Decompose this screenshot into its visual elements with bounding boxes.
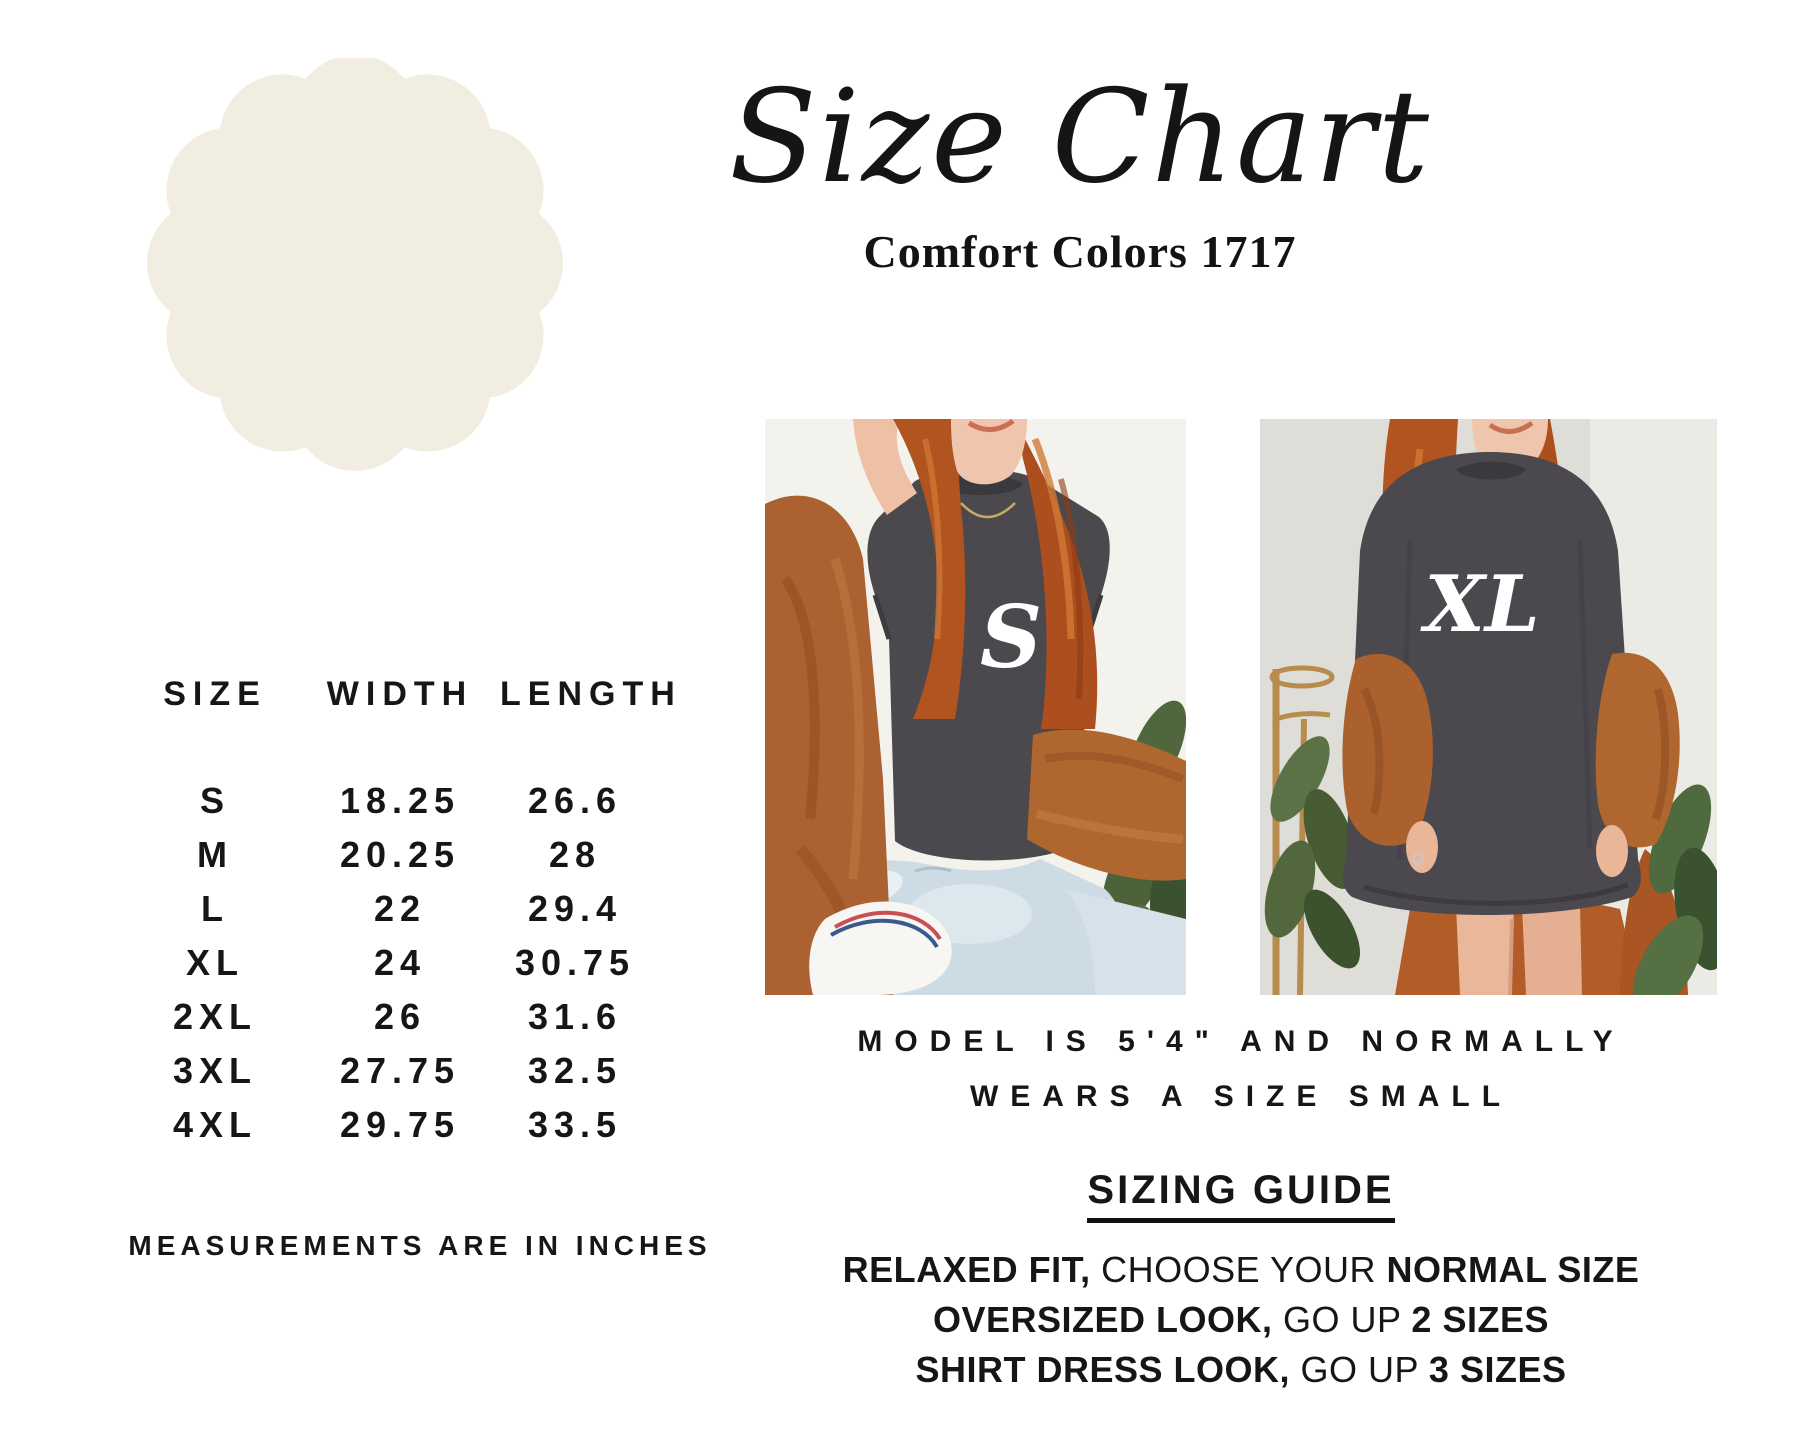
- header: [680, 52, 1480, 277]
- scallop-flower-shape: [140, 58, 570, 473]
- length-cell: 28: [548, 834, 602, 875]
- shirt-size-letter: XL: [1424, 559, 1540, 650]
- model-photo-size-xl: [1260, 419, 1717, 995]
- width-cell: 24: [373, 942, 427, 983]
- sizing-guide-title: SIZING GUIDE: [1087, 1168, 1394, 1223]
- model-photo-xl-illustration: [1260, 419, 1717, 995]
- guide-bold-segment: 3 SIZES: [1428, 1349, 1567, 1390]
- width-cell: 18.25: [339, 780, 461, 821]
- size-cell: 2XL: [172, 996, 258, 1037]
- width-cell: 29.75: [339, 1104, 461, 1145]
- sizing-guide-lines: [765, 1245, 1717, 1395]
- length-cell: 26.6: [527, 780, 623, 821]
- table-row: [130, 774, 650, 828]
- guide-bold-segment: OVERSIZED LOOK,: [933, 1299, 1273, 1340]
- size-cell: 3XL: [172, 1050, 258, 1091]
- table-row: [130, 1044, 650, 1098]
- length-cell: 32.5: [527, 1050, 623, 1091]
- guide-bold-segment: RELAXED FIT,: [842, 1249, 1091, 1290]
- model-photo-s-illustration: [765, 419, 1186, 995]
- width-cell: 26: [373, 996, 427, 1037]
- length-column-header: LENGTH: [500, 675, 682, 713]
- product-subtitle: Comfort Colors 1717: [863, 225, 1297, 277]
- table-row: [130, 882, 650, 936]
- guide-regular-segment: CHOOSE YOUR: [1090, 1249, 1387, 1290]
- sizing-guide-line: [765, 1345, 1717, 1395]
- model-photo-size-s: [765, 419, 1186, 995]
- size-column-header: SIZE: [163, 675, 267, 713]
- length-cell: 33.5: [527, 1104, 623, 1145]
- width-cell: 20.25: [339, 834, 461, 875]
- guide-bold-segment: NORMAL SIZE: [1386, 1249, 1640, 1290]
- guide-regular-segment: GO UP: [1290, 1349, 1429, 1390]
- page-title: Size Chart: [729, 63, 1431, 212]
- shirt-size-letter: S: [979, 587, 1043, 688]
- size-cell: 4XL: [172, 1104, 258, 1145]
- length-cell: 30.75: [514, 942, 636, 983]
- table-row: [130, 936, 650, 990]
- table-row: [130, 990, 650, 1044]
- length-cell: 31.6: [527, 996, 623, 1037]
- size-cell: M: [197, 834, 233, 875]
- size-cell: L: [201, 888, 229, 929]
- size-table-header-row: [130, 675, 682, 713]
- guide-bold-segment: SHIRT DRESS LOOK,: [915, 1349, 1291, 1390]
- sizing-guide-line: [765, 1245, 1717, 1295]
- table-row: [130, 828, 650, 882]
- model-note-line2: WEARS A SIZE SMALL: [969, 1080, 1513, 1113]
- guide-bold-segment: 2 SIZES: [1411, 1299, 1549, 1340]
- measurements-note: MEASUREMENTS ARE IN INCHES: [128, 1230, 712, 1261]
- size-cell: XL: [185, 942, 244, 983]
- model-note: [765, 1014, 1717, 1124]
- size-table: [130, 675, 682, 1152]
- size-table-body: [130, 774, 650, 1152]
- width-column-header: WIDTH: [326, 675, 474, 713]
- sizing-guide: [765, 1168, 1717, 1395]
- width-cell: 27.75: [339, 1050, 461, 1091]
- model-note-line1: MODEL IS 5'4" AND NORMALLY: [857, 1025, 1625, 1058]
- sizing-guide-line: [765, 1295, 1717, 1345]
- length-cell: 29.4: [527, 888, 623, 929]
- table-row: [130, 1098, 650, 1152]
- size-cell: S: [199, 780, 230, 821]
- guide-regular-segment: GO UP: [1272, 1299, 1412, 1340]
- width-cell: 22: [373, 888, 427, 929]
